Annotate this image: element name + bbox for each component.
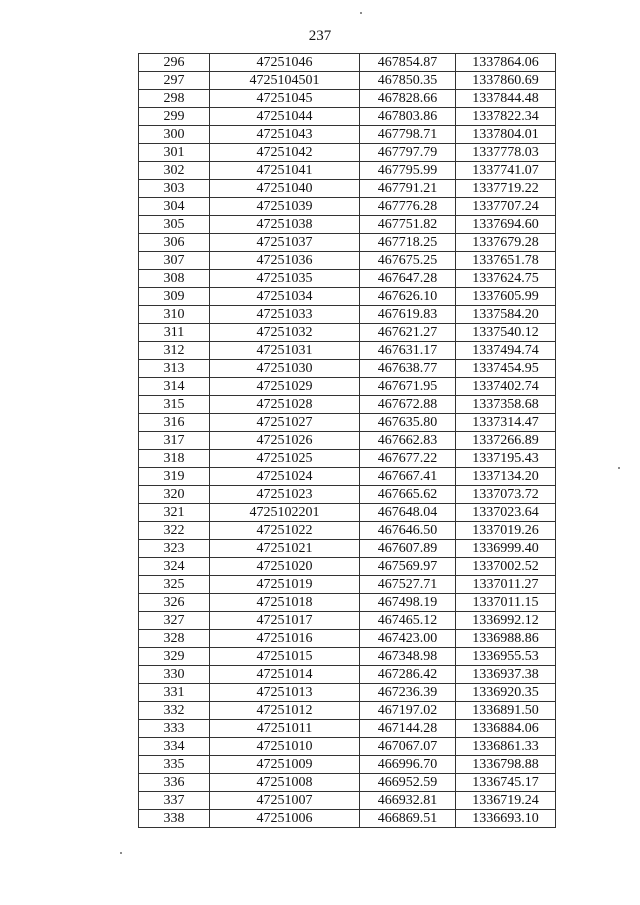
point-id-cell: 47251025 xyxy=(210,450,360,468)
table-row xyxy=(139,576,556,594)
x-coordinate-cell: 467067.07 xyxy=(360,738,456,756)
point-id-cell: 47251039 xyxy=(210,198,360,216)
table-row xyxy=(139,108,556,126)
point-number-cell: 296 xyxy=(139,54,210,72)
x-coordinate-cell: 467423.00 xyxy=(360,630,456,648)
point-number-cell: 311 xyxy=(139,324,210,342)
y-coordinate-cell: 1337134.20 xyxy=(456,468,556,486)
y-coordinate-cell: 1337402.74 xyxy=(456,378,556,396)
y-coordinate-cell: 1337002.52 xyxy=(456,558,556,576)
point-number-cell: 321 xyxy=(139,504,210,522)
y-coordinate-cell: 1336798.88 xyxy=(456,756,556,774)
table-row xyxy=(139,162,556,180)
point-number-cell: 309 xyxy=(139,288,210,306)
x-coordinate-cell: 467631.17 xyxy=(360,342,456,360)
point-number-cell: 301 xyxy=(139,144,210,162)
table-body xyxy=(139,54,556,828)
point-id-cell: 47251029 xyxy=(210,378,360,396)
point-number-cell: 331 xyxy=(139,684,210,702)
y-coordinate-cell: 1337694.60 xyxy=(456,216,556,234)
x-coordinate-cell: 467647.28 xyxy=(360,270,456,288)
y-coordinate-cell: 1336891.50 xyxy=(456,702,556,720)
table-row xyxy=(139,792,556,810)
table-row xyxy=(139,540,556,558)
y-coordinate-cell: 1337844.48 xyxy=(456,90,556,108)
scan-speck xyxy=(618,467,620,469)
x-coordinate-cell: 466996.70 xyxy=(360,756,456,774)
point-id-cell: 47251012 xyxy=(210,702,360,720)
table-row xyxy=(139,756,556,774)
table-row xyxy=(139,90,556,108)
scan-speck xyxy=(360,12,362,14)
x-coordinate-cell: 467527.71 xyxy=(360,576,456,594)
table-row xyxy=(139,468,556,486)
point-id-cell: 47251026 xyxy=(210,432,360,450)
point-number-cell: 307 xyxy=(139,252,210,270)
table-row xyxy=(139,486,556,504)
y-coordinate-cell: 1336988.86 xyxy=(456,630,556,648)
table-row xyxy=(139,684,556,702)
point-id-cell: 47251035 xyxy=(210,270,360,288)
table-row xyxy=(139,720,556,738)
y-coordinate-cell: 1336937.38 xyxy=(456,666,556,684)
y-coordinate-cell: 1337454.95 xyxy=(456,360,556,378)
y-coordinate-cell: 1337358.68 xyxy=(456,396,556,414)
table-row xyxy=(139,666,556,684)
table-row xyxy=(139,72,556,90)
point-id-cell: 47251046 xyxy=(210,54,360,72)
point-number-cell: 317 xyxy=(139,432,210,450)
x-coordinate-cell: 467791.21 xyxy=(360,180,456,198)
point-number-cell: 313 xyxy=(139,360,210,378)
y-coordinate-cell: 1337741.07 xyxy=(456,162,556,180)
point-id-cell: 47251016 xyxy=(210,630,360,648)
point-id-cell: 47251027 xyxy=(210,414,360,432)
y-coordinate-cell: 1336955.53 xyxy=(456,648,556,666)
point-id-cell: 47251040 xyxy=(210,180,360,198)
x-coordinate-cell: 467607.89 xyxy=(360,540,456,558)
point-number-cell: 320 xyxy=(139,486,210,504)
y-coordinate-cell: 1336719.24 xyxy=(456,792,556,810)
y-coordinate-cell: 1337023.64 xyxy=(456,504,556,522)
y-coordinate-cell: 1337011.27 xyxy=(456,576,556,594)
table-row xyxy=(139,234,556,252)
x-coordinate-cell: 467795.99 xyxy=(360,162,456,180)
point-id-cell: 47251032 xyxy=(210,324,360,342)
y-coordinate-cell: 1336861.33 xyxy=(456,738,556,756)
table-row xyxy=(139,558,556,576)
y-coordinate-cell: 1337266.89 xyxy=(456,432,556,450)
y-coordinate-cell: 1337707.24 xyxy=(456,198,556,216)
point-id-cell: 4725102201 xyxy=(210,504,360,522)
x-coordinate-cell: 467751.82 xyxy=(360,216,456,234)
x-coordinate-cell: 467803.86 xyxy=(360,108,456,126)
x-coordinate-cell: 466932.81 xyxy=(360,792,456,810)
x-coordinate-cell: 467776.28 xyxy=(360,198,456,216)
x-coordinate-cell: 467348.98 xyxy=(360,648,456,666)
point-number-cell: 310 xyxy=(139,306,210,324)
x-coordinate-cell: 466952.59 xyxy=(360,774,456,792)
point-id-cell: 47251009 xyxy=(210,756,360,774)
point-id-cell: 47251007 xyxy=(210,792,360,810)
point-number-cell: 316 xyxy=(139,414,210,432)
y-coordinate-cell: 1337494.74 xyxy=(456,342,556,360)
table-row xyxy=(139,324,556,342)
point-number-cell: 298 xyxy=(139,90,210,108)
table-row xyxy=(139,54,556,72)
point-id-cell: 47251037 xyxy=(210,234,360,252)
point-id-cell: 47251038 xyxy=(210,216,360,234)
point-number-cell: 329 xyxy=(139,648,210,666)
table-row xyxy=(139,306,556,324)
x-coordinate-cell: 467635.80 xyxy=(360,414,456,432)
point-number-cell: 314 xyxy=(139,378,210,396)
point-id-cell: 47251045 xyxy=(210,90,360,108)
table-row xyxy=(139,630,556,648)
point-id-cell: 47251019 xyxy=(210,576,360,594)
point-number-cell: 304 xyxy=(139,198,210,216)
x-coordinate-cell: 467619.83 xyxy=(360,306,456,324)
y-coordinate-cell: 1336693.10 xyxy=(456,810,556,828)
point-number-cell: 300 xyxy=(139,126,210,144)
y-coordinate-cell: 1337624.75 xyxy=(456,270,556,288)
point-id-cell: 47251043 xyxy=(210,126,360,144)
table-row xyxy=(139,378,556,396)
x-coordinate-cell: 467797.79 xyxy=(360,144,456,162)
table-row xyxy=(139,738,556,756)
table-row xyxy=(139,774,556,792)
table-row xyxy=(139,180,556,198)
x-coordinate-cell: 467648.04 xyxy=(360,504,456,522)
y-coordinate-cell: 1337540.12 xyxy=(456,324,556,342)
x-coordinate-cell: 467665.62 xyxy=(360,486,456,504)
y-coordinate-cell: 1337011.15 xyxy=(456,594,556,612)
point-number-cell: 336 xyxy=(139,774,210,792)
x-coordinate-cell: 467646.50 xyxy=(360,522,456,540)
point-number-cell: 333 xyxy=(139,720,210,738)
x-coordinate-cell: 467626.10 xyxy=(360,288,456,306)
point-id-cell: 47251010 xyxy=(210,738,360,756)
point-id-cell: 47251041 xyxy=(210,162,360,180)
x-coordinate-cell: 467850.35 xyxy=(360,72,456,90)
y-coordinate-cell: 1337679.28 xyxy=(456,234,556,252)
point-number-cell: 299 xyxy=(139,108,210,126)
point-number-cell: 322 xyxy=(139,522,210,540)
point-id-cell: 47251024 xyxy=(210,468,360,486)
table-row xyxy=(139,648,556,666)
point-number-cell: 326 xyxy=(139,594,210,612)
x-coordinate-cell: 467197.02 xyxy=(360,702,456,720)
point-id-cell: 47251042 xyxy=(210,144,360,162)
point-number-cell: 324 xyxy=(139,558,210,576)
point-id-cell: 47251020 xyxy=(210,558,360,576)
table-row xyxy=(139,702,556,720)
x-coordinate-cell: 467569.97 xyxy=(360,558,456,576)
y-coordinate-cell: 1336884.06 xyxy=(456,720,556,738)
point-id-cell: 47251011 xyxy=(210,720,360,738)
scan-speck xyxy=(120,852,122,854)
table-row xyxy=(139,288,556,306)
table-row xyxy=(139,414,556,432)
point-number-cell: 328 xyxy=(139,630,210,648)
point-number-cell: 319 xyxy=(139,468,210,486)
point-id-cell: 47251031 xyxy=(210,342,360,360)
x-coordinate-cell: 467672.88 xyxy=(360,396,456,414)
x-coordinate-cell: 467465.12 xyxy=(360,612,456,630)
point-id-cell: 47251028 xyxy=(210,396,360,414)
table-row xyxy=(139,126,556,144)
point-number-cell: 323 xyxy=(139,540,210,558)
y-coordinate-cell: 1337822.34 xyxy=(456,108,556,126)
table-row xyxy=(139,504,556,522)
y-coordinate-cell: 1337073.72 xyxy=(456,486,556,504)
y-coordinate-cell: 1337778.03 xyxy=(456,144,556,162)
x-coordinate-cell: 467621.27 xyxy=(360,324,456,342)
y-coordinate-cell: 1337314.47 xyxy=(456,414,556,432)
x-coordinate-cell: 467638.77 xyxy=(360,360,456,378)
point-number-cell: 338 xyxy=(139,810,210,828)
point-id-cell: 47251030 xyxy=(210,360,360,378)
point-id-cell: 47251008 xyxy=(210,774,360,792)
x-coordinate-cell: 467718.25 xyxy=(360,234,456,252)
x-coordinate-cell: 467286.42 xyxy=(360,666,456,684)
y-coordinate-cell: 1336920.35 xyxy=(456,684,556,702)
x-coordinate-cell: 467677.22 xyxy=(360,450,456,468)
point-id-cell: 47251023 xyxy=(210,486,360,504)
x-coordinate-cell: 467144.28 xyxy=(360,720,456,738)
y-coordinate-cell: 1336999.40 xyxy=(456,540,556,558)
table-row xyxy=(139,522,556,540)
point-number-cell: 303 xyxy=(139,180,210,198)
x-coordinate-cell: 467854.87 xyxy=(360,54,456,72)
x-coordinate-cell: 467236.39 xyxy=(360,684,456,702)
table-row xyxy=(139,594,556,612)
coordinates-table xyxy=(138,53,556,828)
table-row xyxy=(139,432,556,450)
point-id-cell: 47251036 xyxy=(210,252,360,270)
y-coordinate-cell: 1337019.26 xyxy=(456,522,556,540)
y-coordinate-cell: 1337719.22 xyxy=(456,180,556,198)
table-row xyxy=(139,216,556,234)
point-number-cell: 330 xyxy=(139,666,210,684)
point-number-cell: 315 xyxy=(139,396,210,414)
point-id-cell: 47251013 xyxy=(210,684,360,702)
table-row xyxy=(139,198,556,216)
y-coordinate-cell: 1336745.17 xyxy=(456,774,556,792)
point-id-cell: 47251022 xyxy=(210,522,360,540)
point-number-cell: 305 xyxy=(139,216,210,234)
point-number-cell: 334 xyxy=(139,738,210,756)
point-number-cell: 332 xyxy=(139,702,210,720)
point-id-cell: 47251017 xyxy=(210,612,360,630)
y-coordinate-cell: 1337195.43 xyxy=(456,450,556,468)
point-number-cell: 306 xyxy=(139,234,210,252)
point-id-cell: 47251018 xyxy=(210,594,360,612)
x-coordinate-cell: 466869.51 xyxy=(360,810,456,828)
point-id-cell: 47251034 xyxy=(210,288,360,306)
table-row xyxy=(139,360,556,378)
point-id-cell: 47251006 xyxy=(210,810,360,828)
y-coordinate-cell: 1337584.20 xyxy=(456,306,556,324)
x-coordinate-cell: 467828.66 xyxy=(360,90,456,108)
point-number-cell: 308 xyxy=(139,270,210,288)
point-number-cell: 297 xyxy=(139,72,210,90)
table-row xyxy=(139,612,556,630)
table-row xyxy=(139,810,556,828)
table-row xyxy=(139,396,556,414)
table-row xyxy=(139,450,556,468)
point-id-cell: 47251033 xyxy=(210,306,360,324)
point-id-cell: 4725104501 xyxy=(210,72,360,90)
x-coordinate-cell: 467798.71 xyxy=(360,126,456,144)
y-coordinate-cell: 1337651.78 xyxy=(456,252,556,270)
y-coordinate-cell: 1336992.12 xyxy=(456,612,556,630)
point-number-cell: 337 xyxy=(139,792,210,810)
x-coordinate-cell: 467671.95 xyxy=(360,378,456,396)
point-id-cell: 47251044 xyxy=(210,108,360,126)
point-number-cell: 335 xyxy=(139,756,210,774)
point-id-cell: 47251021 xyxy=(210,540,360,558)
y-coordinate-cell: 1337804.01 xyxy=(456,126,556,144)
point-number-cell: 318 xyxy=(139,450,210,468)
x-coordinate-cell: 467662.83 xyxy=(360,432,456,450)
point-number-cell: 325 xyxy=(139,576,210,594)
y-coordinate-cell: 1337864.06 xyxy=(456,54,556,72)
page-number: 237 xyxy=(308,28,332,44)
table-row xyxy=(139,270,556,288)
point-number-cell: 302 xyxy=(139,162,210,180)
y-coordinate-cell: 1337605.99 xyxy=(456,288,556,306)
table-row xyxy=(139,144,556,162)
table-row xyxy=(139,252,556,270)
table-row xyxy=(139,342,556,360)
point-number-cell: 312 xyxy=(139,342,210,360)
x-coordinate-cell: 467667.41 xyxy=(360,468,456,486)
point-id-cell: 47251014 xyxy=(210,666,360,684)
y-coordinate-cell: 1337860.69 xyxy=(456,72,556,90)
point-id-cell: 47251015 xyxy=(210,648,360,666)
x-coordinate-cell: 467498.19 xyxy=(360,594,456,612)
point-number-cell: 327 xyxy=(139,612,210,630)
x-coordinate-cell: 467675.25 xyxy=(360,252,456,270)
